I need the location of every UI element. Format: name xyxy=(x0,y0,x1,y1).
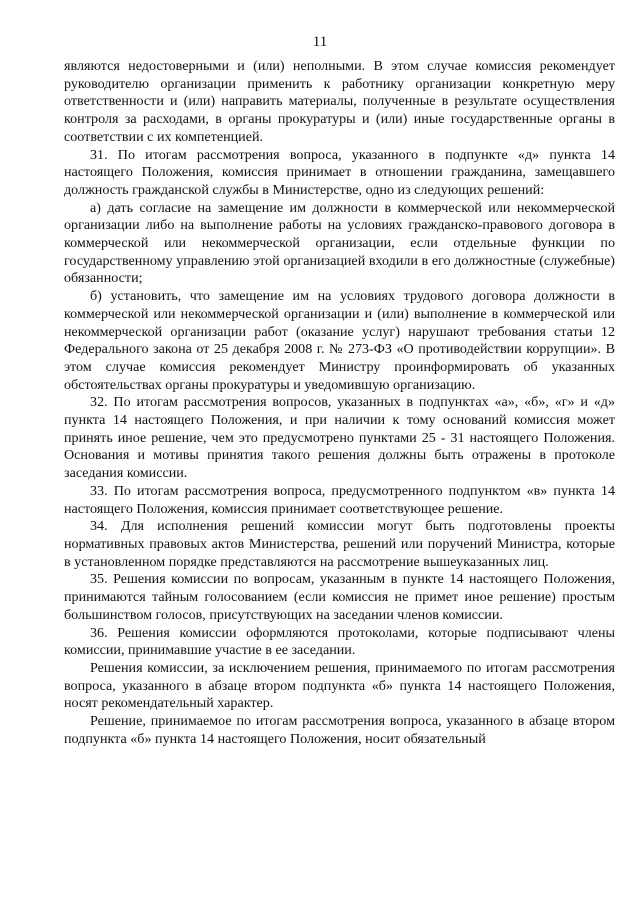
paragraph-mandatory: Решение, принимаемое по итогам рассмотрения вопроса, указанного в абзаце втором подпункта «б» пункта 14 настоящего Положения, носит обязательный xyxy=(64,713,615,747)
paragraph-item-34: 34. Для исполнения решений комиссии могут быть подготовлены проекты нормативных правовых актов Министерства, решений или поручений Министра, которые в установленном порядке представляются на рассмотрение вышеуказанных лиц. xyxy=(64,518,615,570)
paragraph-item-33: 33. По итогам рассмотрения вопроса, предусмотренного подпунктом «в» пункта 14 настоящего Положения, комиссия принимает соответствующее решение. xyxy=(64,482,615,517)
paragraph-recommendation: Решения комиссии, за исключением решения, принимаемого по итогам рассмотрения вопроса, указанного в абзаце втором подпункта «б» пункта 14 настоящего Положения, носят рекомендательный характер. xyxy=(64,659,615,712)
paragraph-subitem-a: а) дать согласие на замещение им должности в коммерческой или некоммерческой организации либо на выполнение работы на условиях гражданско-правового договора в коммерческой или некоммерческой организации, если отдельные функции по государственному управлению этой организацией входили в его должностные (служебные) обязанности; xyxy=(64,199,615,287)
paragraph-subitem-b: б) установить, что замещение им на условиях трудового договора должности в коммерческой или некоммерческой организации и (или) выполнение в коммерческой или некоммерческой организации работ (оказание услуг) нарушают требования статьи 12 Федерального закона от 25 декабря 2008 г. № 273-ФЗ «О противодействии коррупции». В этом случае комиссия рекомендует Министру проинформировать об указанных обстоятельствах органы прокуратуры и уведомившую организацию. xyxy=(64,288,615,393)
paragraph-item-31: 31. По итогам рассмотрения вопроса, указанного в подпункте «д» пункта 14 настоящего Положения, комиссия принимает в отношении гражданина, замещавшего должность гражданской службы в Министерстве, одно из следующих решений: xyxy=(64,146,615,198)
paragraph-item-36: 36. Решения комиссии оформляются протоколами, которые подписывают члены комиссии, принимавшие участие в ее заседании. xyxy=(64,624,615,659)
paragraph-continuation: являются недостоверными и (или) неполными. В этом случае комиссия рекомендует руководителю организации применить к работнику организации конкретную меру ответственности и (или) направить материалы, полученные в результате осуществления контроля за расходами, в органы прокуратуры и (или) иные государственные органы в соответствии с их компетенцией. xyxy=(64,58,615,145)
paragraph-item-32: 32. По итогам рассмотрения вопросов, указанных в подпунктах «а», «б», «г» и «д» пункта 14 настоящего Положения, и при наличии к тому оснований комиссия может принять иное решение, чем это предусмотрено пунктами 25 - 31 настоящего Положения. Основания и мотивы принятия такого решения должны быть отражены в протоколе заседания комиссии. xyxy=(64,394,615,482)
document-body xyxy=(64,58,615,748)
paragraph-item-35: 35. Решения комиссии по вопросам, указанным в пункте 14 настоящего Положения, принимаются тайным голосованием (если комиссия не примет иное решение) простым большинством голосов, присутствующих на заседании членов комиссии. xyxy=(64,571,615,623)
page-number: 11 xyxy=(312,34,328,50)
